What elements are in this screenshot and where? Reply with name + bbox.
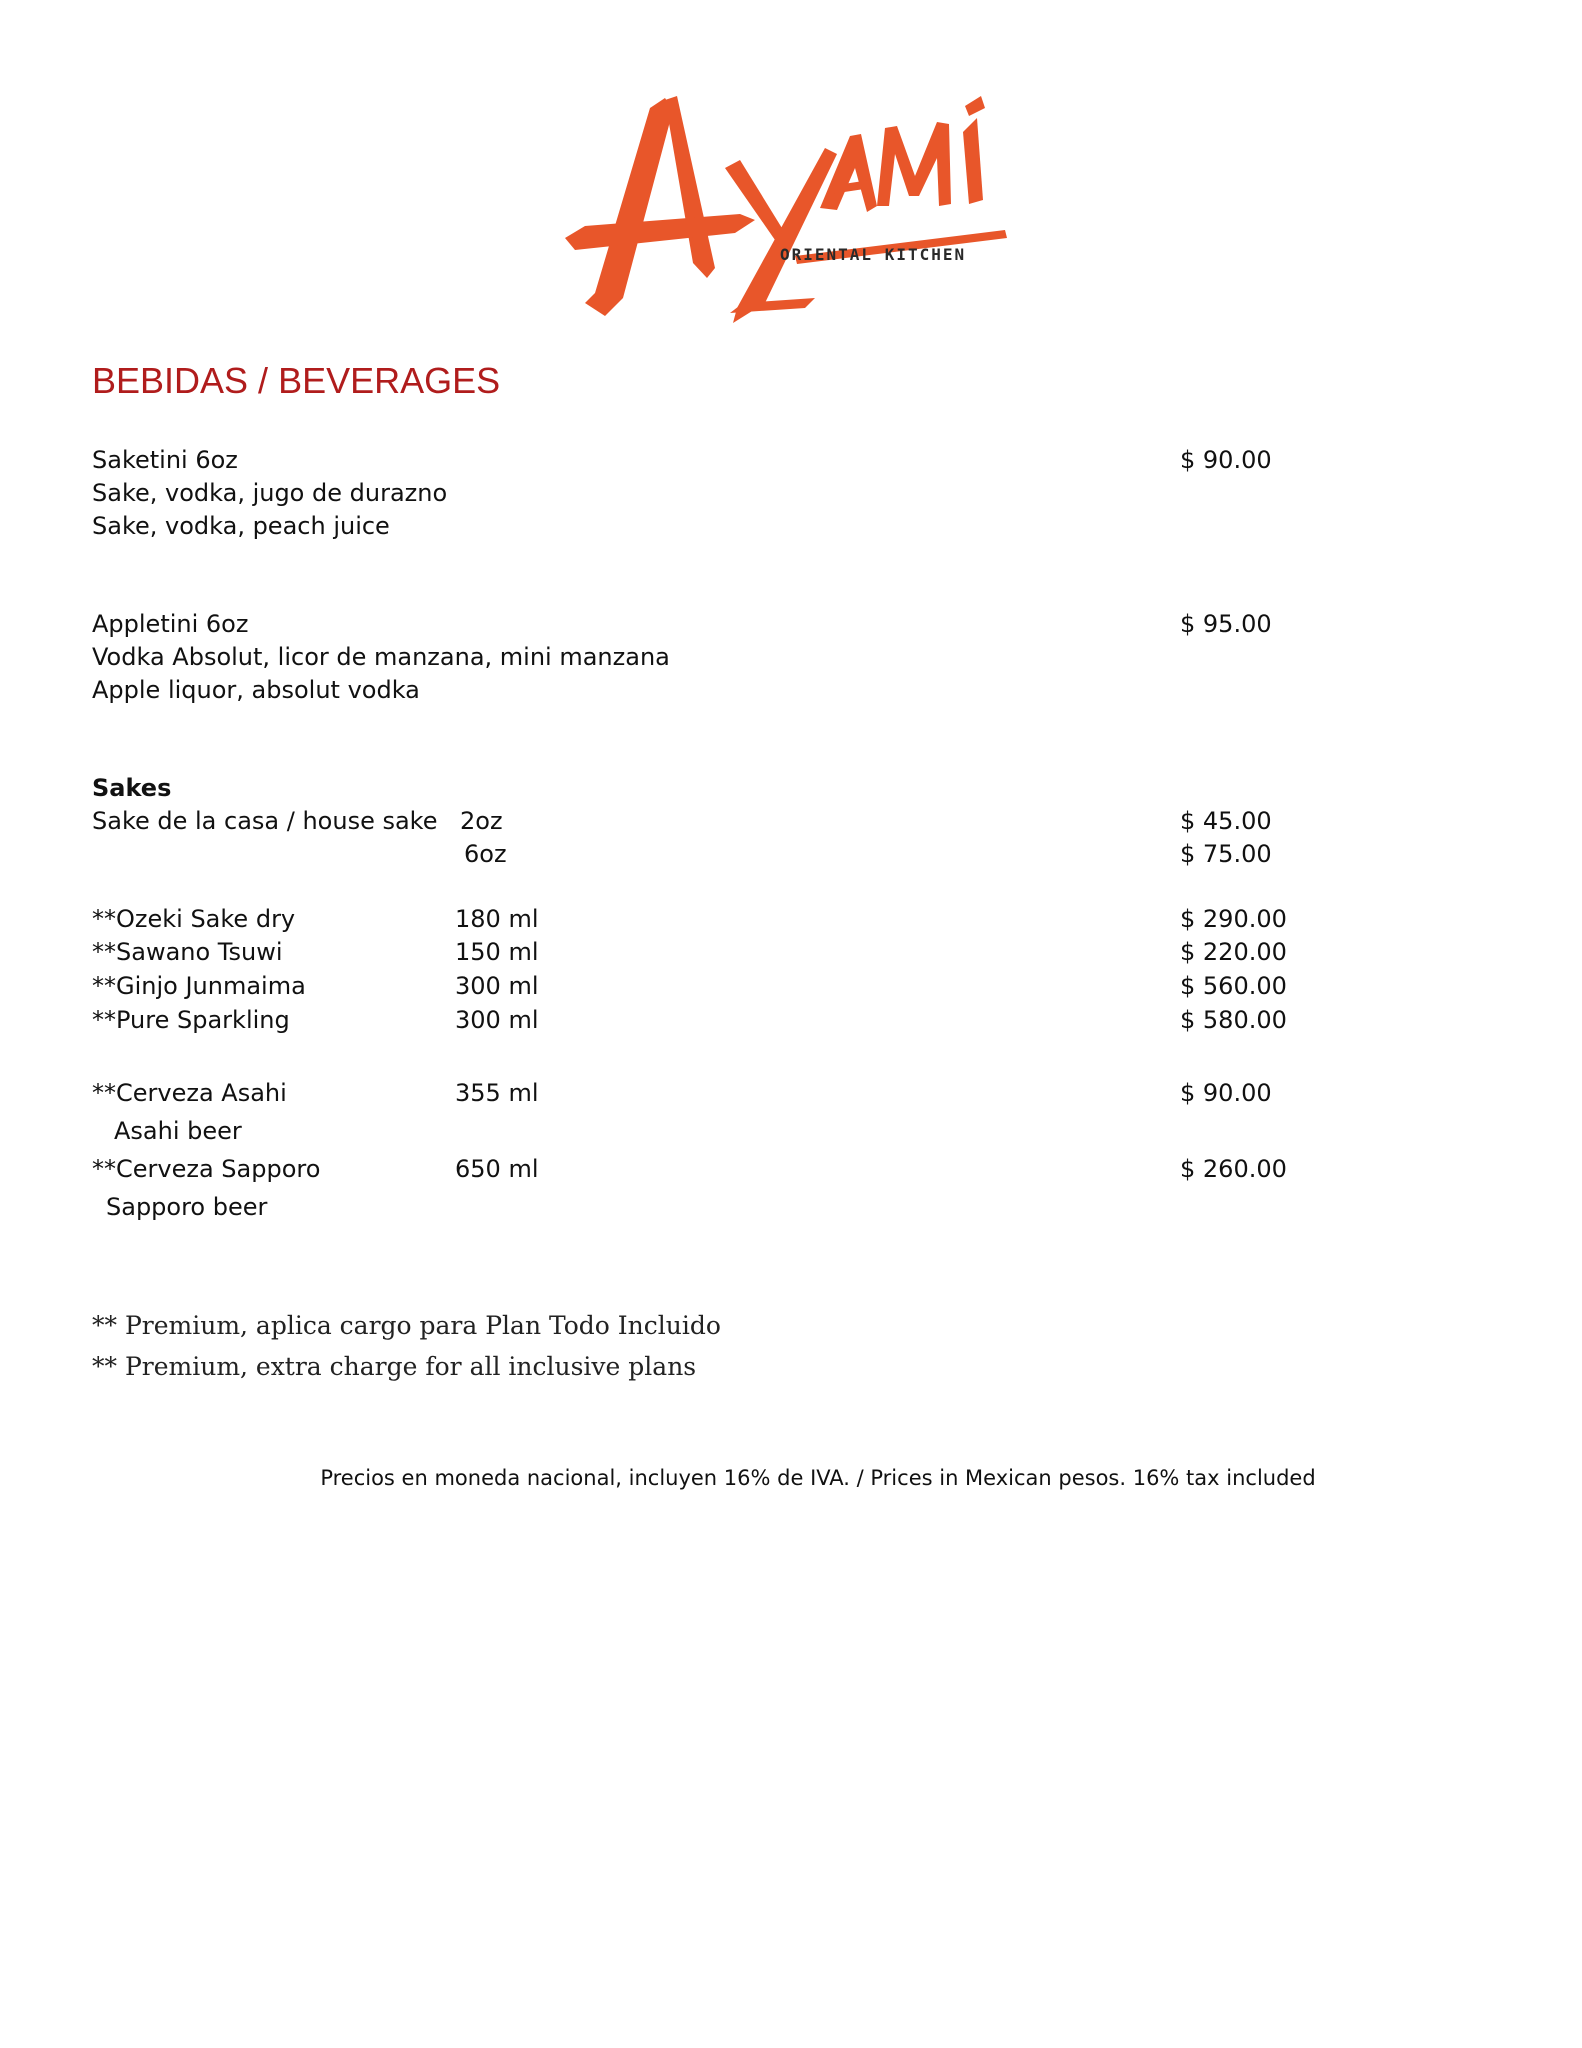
menu-item-name: Saketini 6oz bbox=[92, 446, 238, 474]
sake-size: 150 ml bbox=[455, 938, 539, 966]
beer-desc-en: Sapporo beer bbox=[106, 1193, 268, 1221]
menu-item-price: $ 90.00 bbox=[1180, 446, 1272, 474]
beer-price: $ 90.00 bbox=[1180, 1079, 1272, 1107]
sake-price: $ 220.00 bbox=[1180, 938, 1287, 966]
menu-item-price: $ 95.00 bbox=[1180, 610, 1272, 638]
menu-item-name: Appletini 6oz bbox=[92, 610, 249, 638]
premium-note-es: ** Premium, aplica cargo para Plan Todo Incluido bbox=[92, 1311, 721, 1340]
house-sake-price: $ 75.00 bbox=[1180, 840, 1272, 868]
house-sake-size: 2oz bbox=[460, 807, 503, 835]
sake-size: 300 ml bbox=[455, 972, 539, 1000]
menu-item-desc-en: Sake, vodka, peach juice bbox=[92, 512, 390, 540]
house-sake-size: 6oz bbox=[464, 840, 507, 868]
house-sake-name: Sake de la casa / house sake bbox=[92, 807, 438, 835]
ayami-logo bbox=[565, 88, 1010, 328]
section-heading-sakes: Sakes bbox=[92, 774, 172, 802]
prices-footer-note: Precios en moneda nacional, incluyen 16% de IVA. / Prices in Mexican pesos. 16% tax included bbox=[320, 1466, 1316, 1490]
sake-price: $ 560.00 bbox=[1180, 972, 1287, 1000]
premium-note-en: ** Premium, extra charge for all inclusive plans bbox=[92, 1352, 697, 1381]
menu-item-desc-es: Vodka Absolut, licor de manzana, mini manzana bbox=[92, 643, 670, 671]
house-sake-price: $ 45.00 bbox=[1180, 807, 1272, 835]
logo-tagline: ORIENTAL KITCHEN bbox=[780, 245, 967, 264]
sake-size: 180 ml bbox=[455, 905, 539, 933]
beer-size: 355 ml bbox=[455, 1079, 539, 1107]
sake-name: **Ginjo Junmaima bbox=[92, 972, 306, 1000]
beer-name: **Cerveza Sapporo bbox=[92, 1155, 321, 1183]
beer-desc-en: Asahi beer bbox=[114, 1117, 242, 1145]
sake-price: $ 290.00 bbox=[1180, 905, 1287, 933]
menu-item-desc-en: Apple liquor, absolut vodka bbox=[92, 676, 420, 704]
menu-item-desc-es: Sake, vodka, jugo de durazno bbox=[92, 479, 448, 507]
beer-name: **Cerveza Asahi bbox=[92, 1079, 287, 1107]
sake-price: $ 580.00 bbox=[1180, 1006, 1287, 1034]
page-title: BEBIDAS / BEVERAGES bbox=[92, 360, 501, 401]
sake-name: **Pure Sparkling bbox=[92, 1006, 290, 1034]
sake-name: **Ozeki Sake dry bbox=[92, 905, 296, 933]
beer-price: $ 260.00 bbox=[1180, 1155, 1287, 1183]
sake-name: **Sawano Tsuwi bbox=[92, 938, 283, 966]
beer-size: 650 ml bbox=[455, 1155, 539, 1183]
sake-size: 300 ml bbox=[455, 1006, 539, 1034]
